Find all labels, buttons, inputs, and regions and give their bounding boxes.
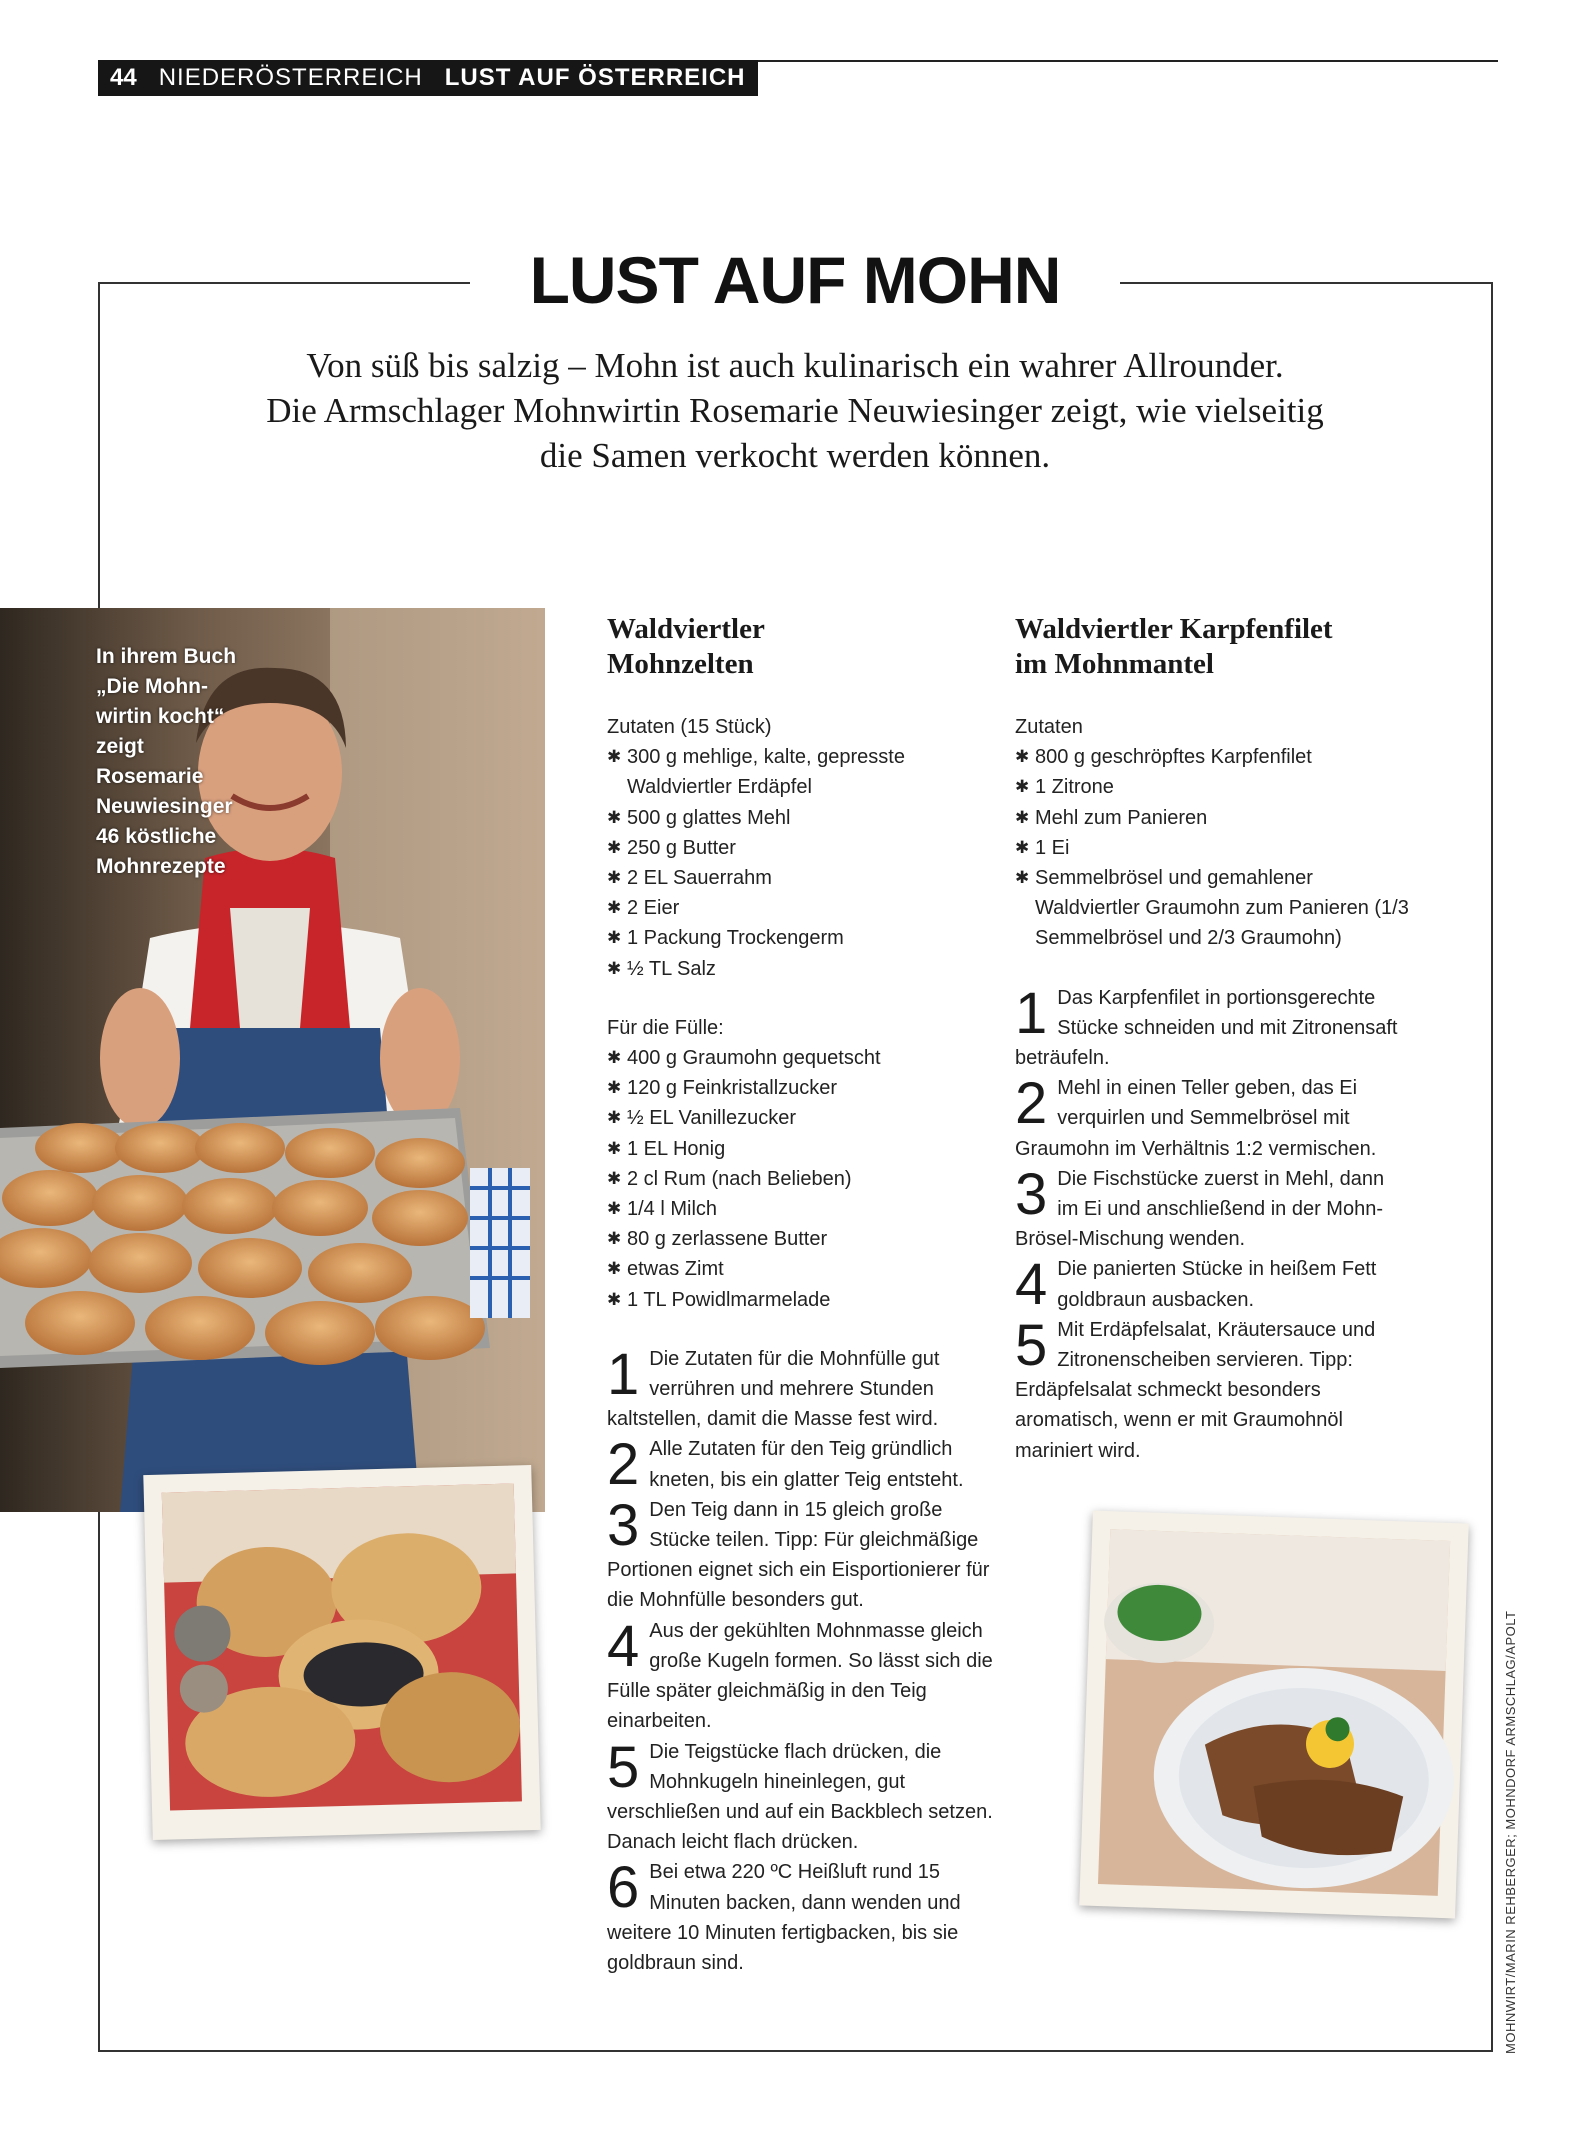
step (607, 1432, 1002, 1498)
list-item: ✱ 80 g zerlassene Butter (607, 1224, 1002, 1254)
step (1015, 1312, 1410, 1466)
section-label: NIEDERÖSTERREICH (158, 64, 423, 91)
recipe-title-line: Waldviertler Karpfenfilet (1015, 613, 1333, 645)
portrait-photo (0, 608, 545, 1512)
filling-list (607, 1043, 1002, 1315)
list-item: ✱ 250 g Butter (607, 833, 1002, 863)
page-header (98, 60, 758, 96)
caption-line: wirtin kocht“ (96, 705, 225, 728)
karpfenfilet-polaroid (1079, 1511, 1469, 1919)
caption-line: „Die Mohn- (96, 675, 208, 698)
step-number: 2 (1015, 1071, 1048, 1137)
list-item: ✱ etwas Zimt (607, 1254, 1002, 1284)
step-text: Die Fischstücke zuerst in Mehl, dann im Ei und anschließend in der Mohn-Brösel-Mischung wenden. (1015, 1167, 1385, 1251)
caption-line: 46 köstliche (96, 825, 217, 848)
article-title: LUST AUF MOHN (529, 243, 1061, 317)
caption-line: zeigt (96, 735, 144, 758)
karpfenfilet-photo (1079, 1511, 1469, 1919)
step-text: Bei etwa 220 ºC Heißluft rund 15 Minuten backen, dann wenden und weitere 10 Minuten fertigbacken, bis sie goldbraun sind. (607, 1861, 961, 1974)
photo-credit: MOHNWIRT/MARIN REHBERGER; MOHNDORF ARMSCHLAG/APOLT (1503, 1610, 1518, 2054)
mohnzelten-polaroid (143, 1465, 540, 1840)
step (607, 1734, 1002, 1858)
step-number: 3 (1015, 1161, 1048, 1227)
recipe-mohnzelten (607, 612, 1002, 1978)
list-item: ✱ 120 g Feinkristallzucker (607, 1073, 1002, 1103)
step-number: 2 (607, 1432, 640, 1498)
list-item: ✱ 1 EL Honig (607, 1134, 1002, 1164)
article-lead (200, 343, 1390, 478)
lead-line: Die Armschlager Mohnwirtin Rosemarie Neuwiesinger zeigt, wie vielseitig (266, 391, 1324, 430)
step (607, 1613, 1002, 1737)
list-item: ✱ 1 Packung Trockengerm (607, 923, 1002, 953)
list-item: ✱ 500 g glattes Mehl (607, 803, 1002, 833)
series-label: LUST AUF ÖSTERREICH (444, 64, 746, 91)
step-text: Mehl in einen Teller geben, das Ei verquirlen und Semmelbrösel mit Graumohn im Verhältnis 1:2 vermischen. (1015, 1077, 1377, 1160)
photo-caption (96, 642, 246, 882)
step (1015, 980, 1410, 1074)
list-item: ✱ 300 g mehlige, kalte, gepresste Waldviertler Erdäpfel (607, 742, 1002, 802)
list-item: ✱ 2 EL Sauerrahm (607, 863, 1002, 893)
list-item: ✱ 400 g Graumohn gequetscht (607, 1043, 1002, 1073)
step (1015, 1161, 1410, 1255)
list-item: ✱ 2 Eier (607, 893, 1002, 923)
step-text: Das Karpfenfilet in portionsgerechte Stücke schneiden und mit Zitronensaft beträufeln. (1015, 986, 1398, 1070)
recipe-title (1015, 612, 1410, 682)
step-number: 5 (1015, 1312, 1048, 1378)
filling-label: Für die Fülle: (607, 1016, 724, 1039)
step-text: Die Teigstücke flach drücken, die Mohnkugeln hineinlegen, gut verschließen und auf ein Backblech setzen. Danach leicht flach drücken. (607, 1740, 993, 1854)
caption-line: Rosemarie (96, 765, 204, 788)
step (607, 1492, 1002, 1616)
caption-line: Mohnrezepte (96, 855, 226, 878)
recipe-title-line: im Mohnmantel (1015, 648, 1214, 680)
recipe-title-line: Mohnzelten (607, 648, 754, 680)
recipe-title-line: Waldviertler (607, 613, 765, 645)
list-item: ✱ Semmelbrösel und gemahlener Waldviertler Graumohn zum Panieren (1/3 Semmelbrösel und 2/3 Graumohn) (1015, 863, 1410, 954)
list-item: ✱ 1/4 l Milch (607, 1194, 1002, 1224)
step-text: Mit Erdäpfelsalat, Kräutersauce und Zitronenscheiben servieren. Tipp: Erdäpfelsalat schmeckt besonders aromatisch, wenn er mit Graumohnöl mariniert wird. (1015, 1318, 1376, 1462)
list-item: ✱ ½ TL Salz (607, 954, 1002, 984)
step-number: 3 (607, 1492, 640, 1558)
mohnzelten-photo (143, 1465, 540, 1840)
page-number: 44 (110, 64, 137, 91)
step-number: 5 (607, 1734, 640, 1800)
list-item: ✱ Mehl zum Panieren (1015, 803, 1410, 833)
list-item: ✱ 1 Ei (1015, 833, 1410, 863)
step-text: Aus der gekühlten Mohnmasse gleich große Kugeln formen. So lässt sich die Fülle später gleichmäßig in den Teig einarbeiten. (607, 1619, 993, 1733)
list-item: ✱ 1 TL Powidlmarmelade (607, 1285, 1002, 1315)
step-text: Die panierten Stücke in heißem Fett goldbraun ausbacken. (1057, 1258, 1377, 1311)
step-number: 1 (607, 1341, 640, 1407)
step (1015, 1252, 1410, 1318)
list-item: ✱ 800 g geschröpftes Karpfenfilet (1015, 742, 1410, 772)
step (1015, 1073, 1410, 1164)
step-text: Die Zutaten für die Mohnfülle gut verrühren und mehrere Stunden kaltstellen, damit die Masse fest wird. (607, 1347, 940, 1431)
step-number: 4 (1015, 1252, 1048, 1318)
recipe-title (607, 612, 1002, 682)
list-item: ✱ ½ EL Vanillezucker (607, 1103, 1002, 1133)
ingredients-list (607, 742, 1002, 984)
caption-line: In ihrem Buch (96, 645, 237, 668)
step (607, 1341, 1002, 1435)
step (607, 1857, 1002, 1978)
step-text: Alle Zutaten für den Teig gründlich kneten, bis ein glatter Teig entsteht. (649, 1438, 964, 1491)
lead-line: die Samen verkocht werden können. (539, 436, 1051, 475)
portrait-photo-illustration (0, 608, 545, 1512)
recipe-karpfenfilet (1015, 612, 1410, 1466)
ingredients-label: Zutaten (1015, 716, 1083, 738)
caption-line: Neuwiesinger (96, 795, 233, 818)
step-number: 6 (607, 1855, 640, 1921)
list-item: ✱ 2 cl Rum (nach Belieben) (607, 1164, 1002, 1194)
lead-line: Von süß bis salzig – Mohn ist auch kulinarisch ein wahrer Allrounder. (306, 346, 1284, 385)
step-text: Den Teig dann in 15 gleich große Stücke teilen. Tipp: Für gleichmäßige Portionen eignet sich ein Eisportionierer für die Mohnfülle besonders gut. (607, 1498, 990, 1612)
step-number: 1 (1015, 980, 1048, 1046)
ingredients-list (1015, 742, 1410, 953)
list-item: ✱ 1 Zitrone (1015, 772, 1410, 802)
ingredients-label: Zutaten (15 Stück) (607, 716, 772, 738)
step-number: 4 (607, 1613, 640, 1679)
